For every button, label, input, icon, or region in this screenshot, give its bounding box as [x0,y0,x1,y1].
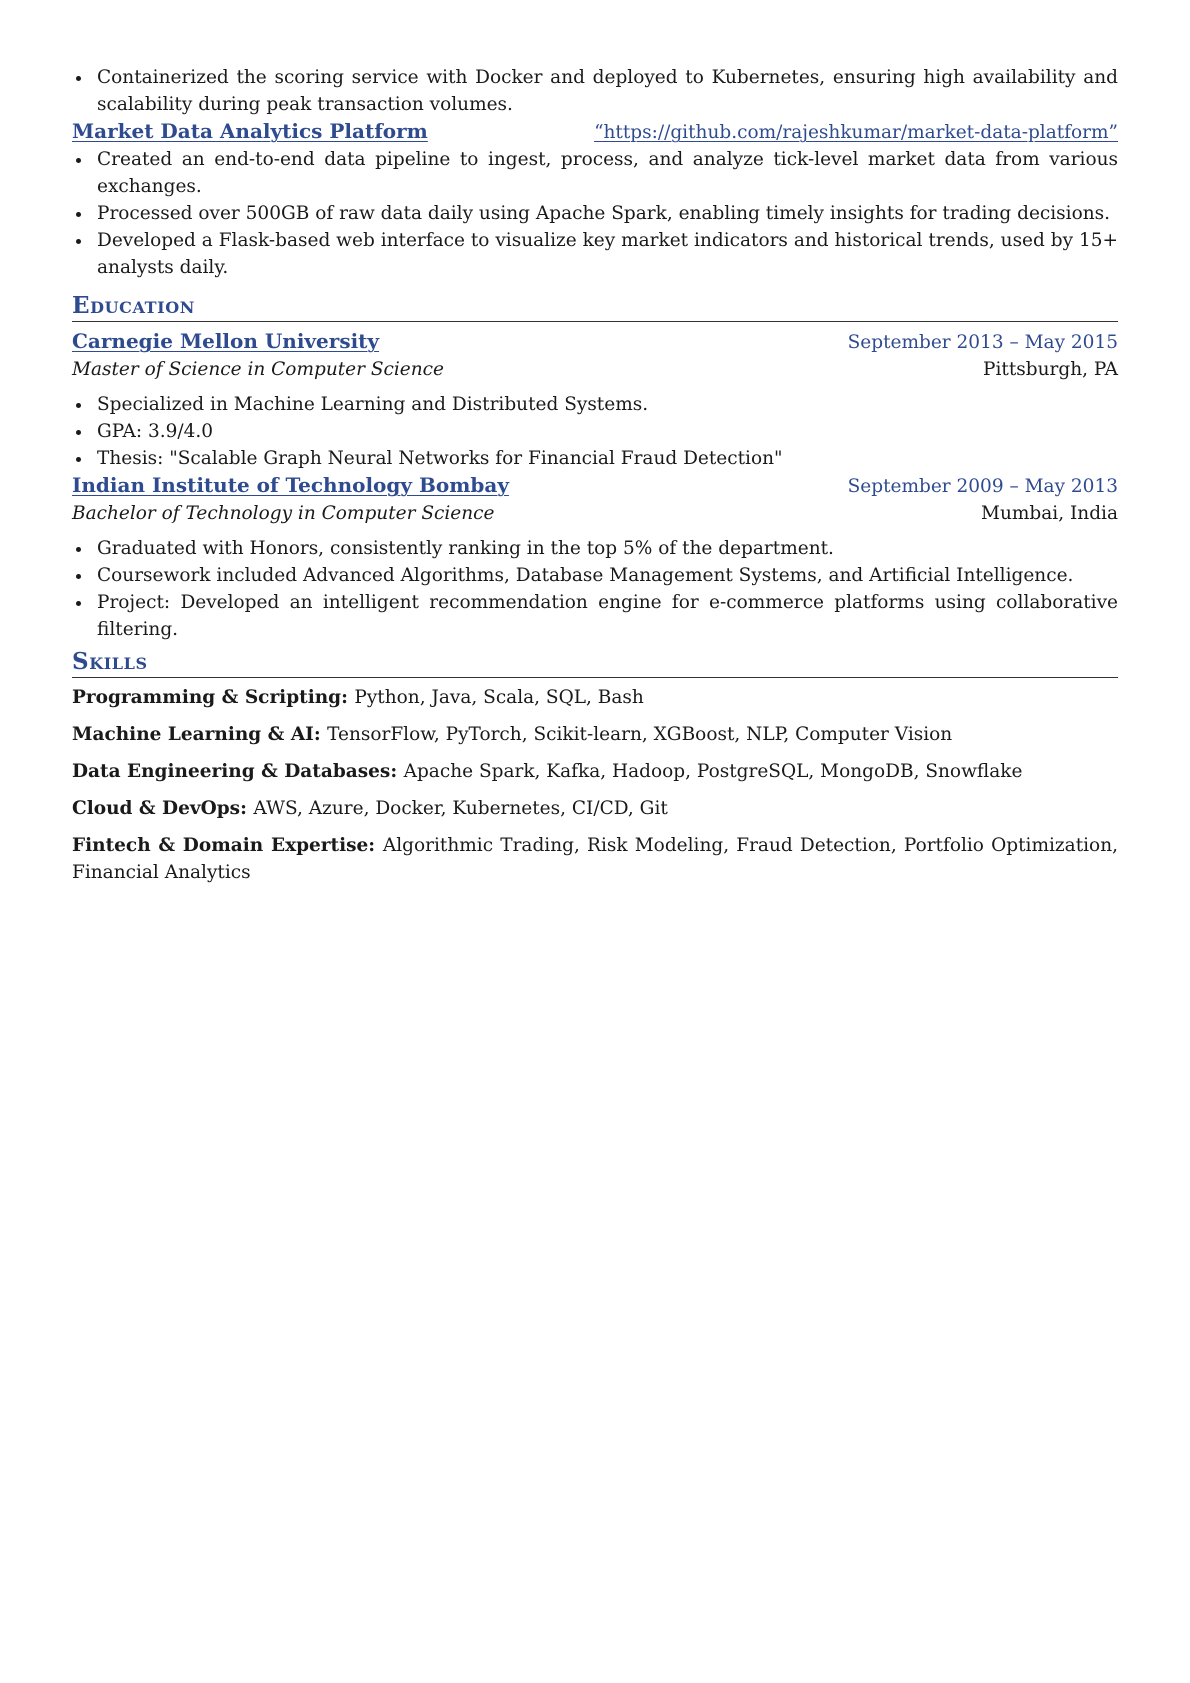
education-bullet-list [72,391,1118,472]
education-bullet: Thesis: "Scalable Graph Neural Networks for Financial Fraud Detection" [72,445,1118,472]
skill-line [72,795,1118,822]
skill-values: Apache Spark, Kafka, Hadoop, PostgreSQL, MongoDB, Snowflake [403,761,1023,782]
resume-page [72,64,1118,896]
skills-heading: Skills [72,647,1118,678]
education-bullet: Project: Developed an intelligent recommendation engine for e-commerce platforms using collaborative filtering. [72,589,1118,643]
skill-line [72,721,1118,748]
institution-name-link[interactable]: Indian Institute of Technology Bombay [72,473,509,497]
project-title-link[interactable]: Market Data Analytics Platform [72,119,428,143]
project-bullet: Developed a Flask-based web interface to visualize key market indicators and historical trends, used by 15+ analysts daily. [72,227,1118,281]
education-entry-subheader [72,500,1118,527]
skill-values: TensorFlow, PyTorch, Scikit-learn, XGBoost, NLP, Computer Vision [327,724,953,745]
education-entry-cmu [72,328,1118,472]
education-entry-header [72,472,1118,500]
skill-category: Programming & Scripting: [72,687,355,708]
skill-category: Data Engineering & Databases: [72,761,404,782]
education-entry-subheader [72,356,1118,383]
skill-line [72,684,1118,711]
education-bullet: GPA: 3.9/4.0 [72,418,1118,445]
education-entry-iitb [72,472,1118,643]
education-bullet: Specialized in Machine Learning and Distributed Systems. [72,391,1118,418]
project-bullet: Created an end-to-end data pipeline to ingest, process, and analyze tick-level market data from various exchanges. [72,146,1118,200]
skill-line [72,832,1118,886]
degree-name: Master of Science in Computer Science [72,359,444,380]
project-bullet: Processed over 500GB of raw data daily using Apache Spark, enabling timely insights for trading decisions. [72,200,1118,227]
skill-line [72,758,1118,785]
education-dates: September 2013 – May 2015 [847,332,1118,353]
project-bullet-list [72,146,1118,281]
degree-name: Bachelor of Technology in Computer Science [72,503,495,524]
institution-name-link[interactable]: Carnegie Mellon University [72,329,380,353]
education-heading: Education [72,291,1118,322]
education-entry-header [72,328,1118,356]
education-bullet-list [72,535,1118,643]
skill-values: AWS, Azure, Docker, Kubernetes, CI/CD, Git [253,798,668,819]
project-github-link[interactable]: “https://github.com/rajeshkumar/market-data-platform” [594,122,1118,143]
skill-values: Algorithmic Trading, Risk Modeling, Fraud Detection, Portfolio Optimization, Financial Analytics [72,835,1118,883]
experience-bullet-list [72,64,1118,118]
education-dates: September 2009 – May 2013 [847,476,1118,497]
skill-values: Python, Java, Scala, SQL, Bash [354,687,644,708]
education-location: Pittsburgh, PA [983,359,1118,380]
experience-bullet: Containerized the scoring service with Docker and deployed to Kubernetes, ensuring high availability and scalability during peak transaction volumes. [72,64,1118,118]
skills-list [72,684,1118,886]
skill-category: Machine Learning & AI: [72,724,328,745]
project-header [72,118,1118,146]
skill-category: Cloud & DevOps: [72,798,254,819]
skill-category: Fintech & Domain Expertise: [72,835,383,856]
education-bullet: Coursework included Advanced Algorithms, Database Management Systems, and Artificial Intelligence. [72,562,1118,589]
education-location: Mumbai, India [981,503,1118,524]
education-bullet: Graduated with Honors, consistently ranking in the top 5% of the department. [72,535,1118,562]
